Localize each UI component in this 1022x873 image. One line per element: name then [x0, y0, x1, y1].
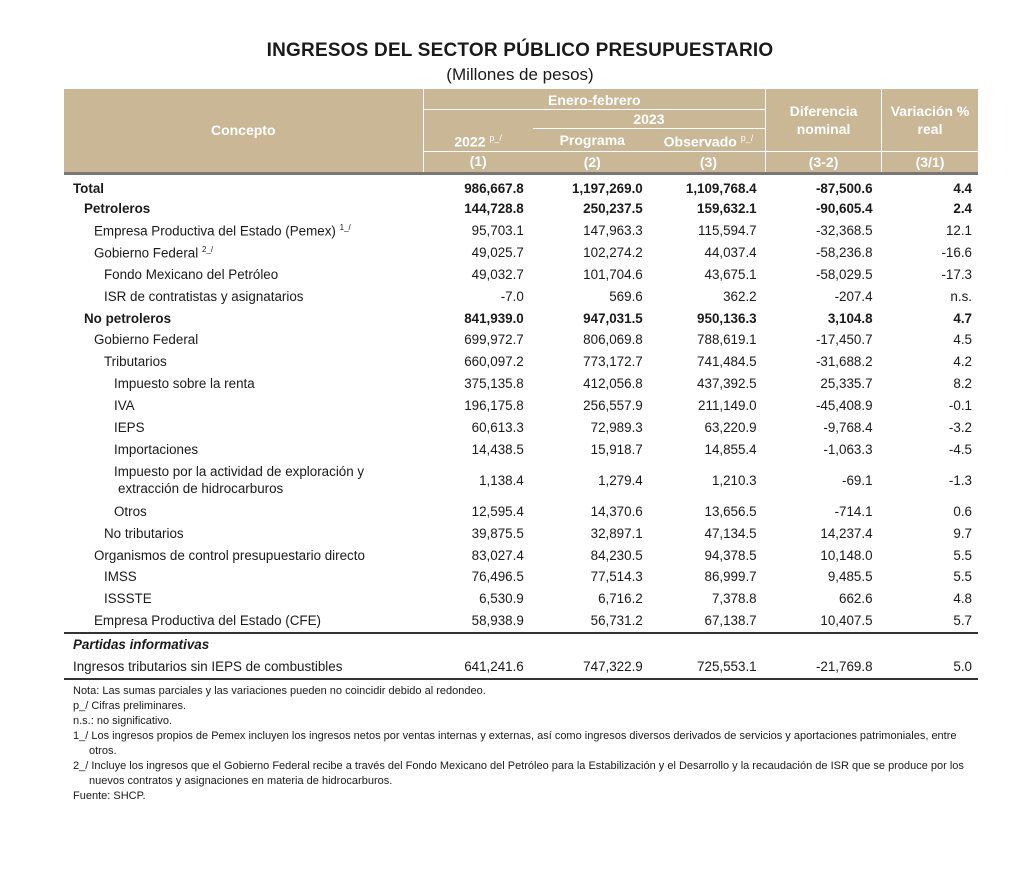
revenue-table — [64, 89, 978, 680]
header-n5: (3/1) — [882, 151, 978, 173]
informativas-heading-row: Partidas informativas — [64, 633, 978, 656]
table-header — [64, 89, 978, 173]
table-row: Tributarios 660,097.2 773,172.7 741,484.5 -31,688.2 4.2 — [104, 354, 972, 370]
table-row: IMSS 76,496.5 77,514.3 86,999.7 9,485.5 5.5 — [104, 569, 972, 585]
header-programa: Programa — [533, 129, 652, 152]
table-row: Empresa Productiva del Estado (Pemex) $^{1\_/}$ 95,703.1 147,963.3 115,594.7 -32,368.5 12.1 — [94, 222, 972, 239]
footnote-2: 2_/ Incluye los ingresos que el Gobierno Federal recibe a través del Fondo Mexicano del Petróleo para la Estabilización y el Desarrollo y la recaudación de ISR que se produce por los nuevos contratos y asignaciones en materia de hidrocarburos. — [73, 760, 964, 787]
table-row: No tributarios 39,875.5 32,897.1 47,134.5 14,237.4 9.7 — [104, 525, 972, 541]
table-row: IEPS 60,613.3 72,989.3 63,220.9 -9,768.4 -3.2 — [114, 420, 972, 435]
table-row: ISR de contratistas y asignatarios -7.0 569.6 362.2 -207.4 n.s. — [104, 288, 972, 304]
table-row: Ingresos tributarios sin IEPS de combustibles 641,241.6 747,322.9 725,553.1 -21,769.8 5.0 — [64, 656, 978, 679]
footnotes — [73, 684, 973, 804]
page-title: INGRESOS DEL SECTOR PÚBLICO PRESUPUESTARIO — [266, 40, 774, 61]
header-n2: (2) — [533, 151, 652, 173]
header-n4: (3-2) — [766, 151, 882, 173]
header-variacion: Variación % real — [882, 89, 978, 151]
table-row: ISSSTE 6,530.9 6,716.2 7,378.8 662.6 4.8 — [104, 591, 972, 607]
header-observado: Observado $^{p\_/}$ — [652, 129, 766, 152]
table-row: Impuesto por la actividad de exploración y extracción de hidrocarburos 1,138.4 1,279.4 1,210.3 -69.1 -1.3 — [114, 464, 972, 497]
table-row: No petroleros 841,939.0 947,031.5 950,136.3 3,104.8 4.7 — [84, 310, 972, 326]
table-row: Petroleros 144,728.8 250,237.5 159,632.1 -90,605.4 2.4 — [84, 201, 972, 217]
table-row: Empresa Productiva del Estado (CFE) 58,938.9 56,731.2 67,138.7 10,407.5 5.7 — [94, 613, 972, 629]
table-row: Gobierno Federal 699,972.7 806,069.8 788,619.1 -17,450.7 4.5 — [94, 332, 972, 348]
table-row: Organismos de control presupuestario directo 83,027.4 84,230.5 94,378.5 10,148.0 5.5 — [94, 547, 972, 563]
footnote-ns: n.s.: no significativo. — [73, 715, 173, 727]
footnote-nota: Nota: Las sumas parciales y las variaciones pueden no coincidir debido al redondeo. — [73, 685, 486, 697]
page-subtitle: (Millones de pesos) — [446, 65, 594, 84]
header-n3: (3) — [652, 151, 766, 173]
table-row: Impuesto sobre la renta 375,135.8 412,056.8 437,392.5 25,335.7 8.2 — [114, 376, 972, 392]
footnote-preliminares: p_/ Cifras preliminares. — [73, 700, 187, 712]
header-period: Enero-febrero — [423, 89, 766, 110]
header-concepto: Concepto — [64, 89, 423, 173]
header-2022: 2022 $^{p\_/}$ — [423, 129, 533, 152]
header-year-2023: 2023 — [533, 110, 766, 129]
table-row: Total 986,667.8 1,197,269.0 1,109,768.4 -87,500.6 4.4 — [73, 180, 972, 196]
table-row: Importaciones 14,438.5 15,918.7 14,855.4 -1,063.3 -4.5 — [114, 441, 972, 457]
header-diferencia: Diferencia nominal — [766, 89, 882, 151]
table-row: IVA 196,175.8 256,557.9 211,149.0 -45,408.9 -0.1 — [114, 398, 972, 414]
footnote-fuente: Fuente: SHCP. — [73, 790, 146, 802]
table-row: Gobierno Federal $^{2\_/}$ 49,025.7 102,274.2 44,037.4 -58,236.8 -16.6 — [94, 244, 972, 261]
revenue-table-container — [64, 89, 978, 680]
header-n1: (1) — [423, 151, 533, 173]
table-body — [64, 173, 978, 678]
footnote-1: 1_/ Los ingresos propios de Pemex incluyen los ingresos netos por ventas internas y externas, así como ingresos diversos derivados de servicios y aportaciones patrimoniales, entre otros. — [73, 730, 957, 757]
table-row: Otros 12,595.4 14,370.6 13,656.5 -714.1 0.6 — [114, 503, 972, 519]
table-row: Fondo Mexicano del Petróleo 49,032.7 101,704.6 43,675.1 -58,029.5 -17.3 — [104, 266, 972, 282]
